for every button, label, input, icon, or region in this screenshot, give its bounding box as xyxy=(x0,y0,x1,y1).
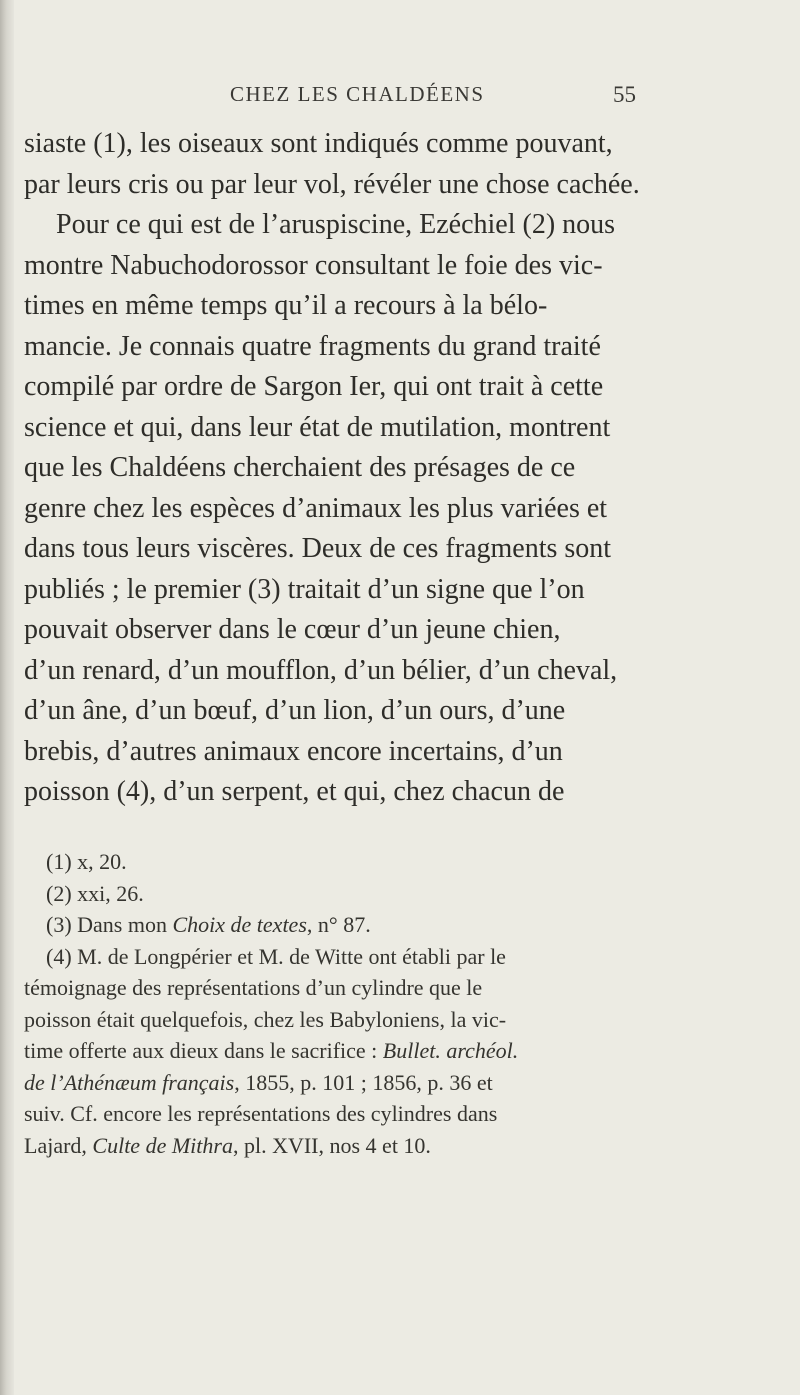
footnote-4-line xyxy=(24,1035,764,1067)
text-line: d’un âne, d’un bœuf, d’un lion, d’un ours, d’une xyxy=(24,695,566,726)
running-head: CHEZ LES CHALDÉENS xyxy=(230,82,485,106)
text-line: par leurs cris ou par leur vol, révéler une chose cachée. xyxy=(24,168,640,200)
footnote-4-refs: , 1855, p. 101 ; 1856, p. 36 et xyxy=(234,1069,493,1095)
page-header xyxy=(0,82,800,114)
text-line: mancie. Je connais quatre fragments du grand traité xyxy=(24,330,601,362)
text-line: montre Nabuchodorossor consultant le foie des vic- xyxy=(24,249,603,281)
footnote-4-author: Lajard, xyxy=(24,1132,93,1158)
text-line: dans tous leurs viscères. Deux de ces fragments sont xyxy=(24,533,612,564)
text-line: times en même temps qu’il a recours à la bélo- xyxy=(24,290,548,321)
footnote-4-plate: , pl. XVII, nos 4 et 10. xyxy=(232,1132,431,1158)
footnote-4-line: témoignage des représentations d’un cylindre que le xyxy=(24,975,483,1000)
text-line: siaste (1), les oiseaux sont indiqués comme pouvant, xyxy=(24,128,613,159)
text-line: publiés ; le premier (3) traitait d’un signe que l’on xyxy=(24,573,585,605)
text-line: Pour ce qui est de l’aruspiscine, Ezéchiel (2) nous xyxy=(56,209,616,240)
text-line: poisson (4), d’un serpent, et qui, chez chacun de xyxy=(24,776,565,807)
footnote-4-journal-title: Bullet. archéol. xyxy=(382,1038,519,1063)
text-line: science et qui, dans leur état de mutilation, montrent xyxy=(24,411,611,443)
binding-edge xyxy=(0,0,14,1395)
footnote-4-journal-title-cont: de l’Athénæum français xyxy=(24,1069,235,1095)
footnotes xyxy=(24,846,764,1161)
footnote-3-title: Choix de textes xyxy=(172,912,307,937)
footnote-4-line: (4) M. de Longpérier et M. de Witte ont établi par le xyxy=(46,943,506,969)
footnote-4-line xyxy=(24,1067,764,1099)
footnote-4-line xyxy=(24,1130,764,1162)
footnote-3 xyxy=(24,909,764,941)
footnote-2: (2) xxi, 26. xyxy=(46,880,144,906)
text-line: compilé par ordre de Sargon Ier, qui ont trait à cette xyxy=(24,371,604,402)
footnote-1: (1) x, 20. xyxy=(46,849,127,874)
footnote-4-line: suiv. Cf. encore les représentations des cylindres dans xyxy=(24,1101,498,1126)
text-line: brebis, d’autres animaux encore incertains, d’un xyxy=(24,735,563,767)
text-line: d’un renard, d’un moufflon, d’un bélier, d’un cheval, xyxy=(24,654,618,686)
text-line: pouvait observer dans le cœur d’un jeune chien, xyxy=(24,614,561,645)
main-text xyxy=(24,124,724,813)
footnote-4-book-title: Culte de Mithra xyxy=(92,1132,233,1158)
footnote-3-prefix: (3) Dans mon xyxy=(46,912,173,937)
footnote-4-line: poisson était quelquefois, chez les Babyloniens, la vic- xyxy=(24,1006,507,1032)
text-line: que les Chaldéens cherchaient des présages de ce xyxy=(24,452,576,483)
footnote-3-suffix: , n° 87. xyxy=(306,912,371,937)
page-number: 55 xyxy=(613,82,636,107)
text-line: genre chez les espèces d’animaux les plus variées et xyxy=(24,492,608,524)
footnote-4-prefix: time offerte aux dieux dans le sacrifice : xyxy=(24,1038,383,1063)
